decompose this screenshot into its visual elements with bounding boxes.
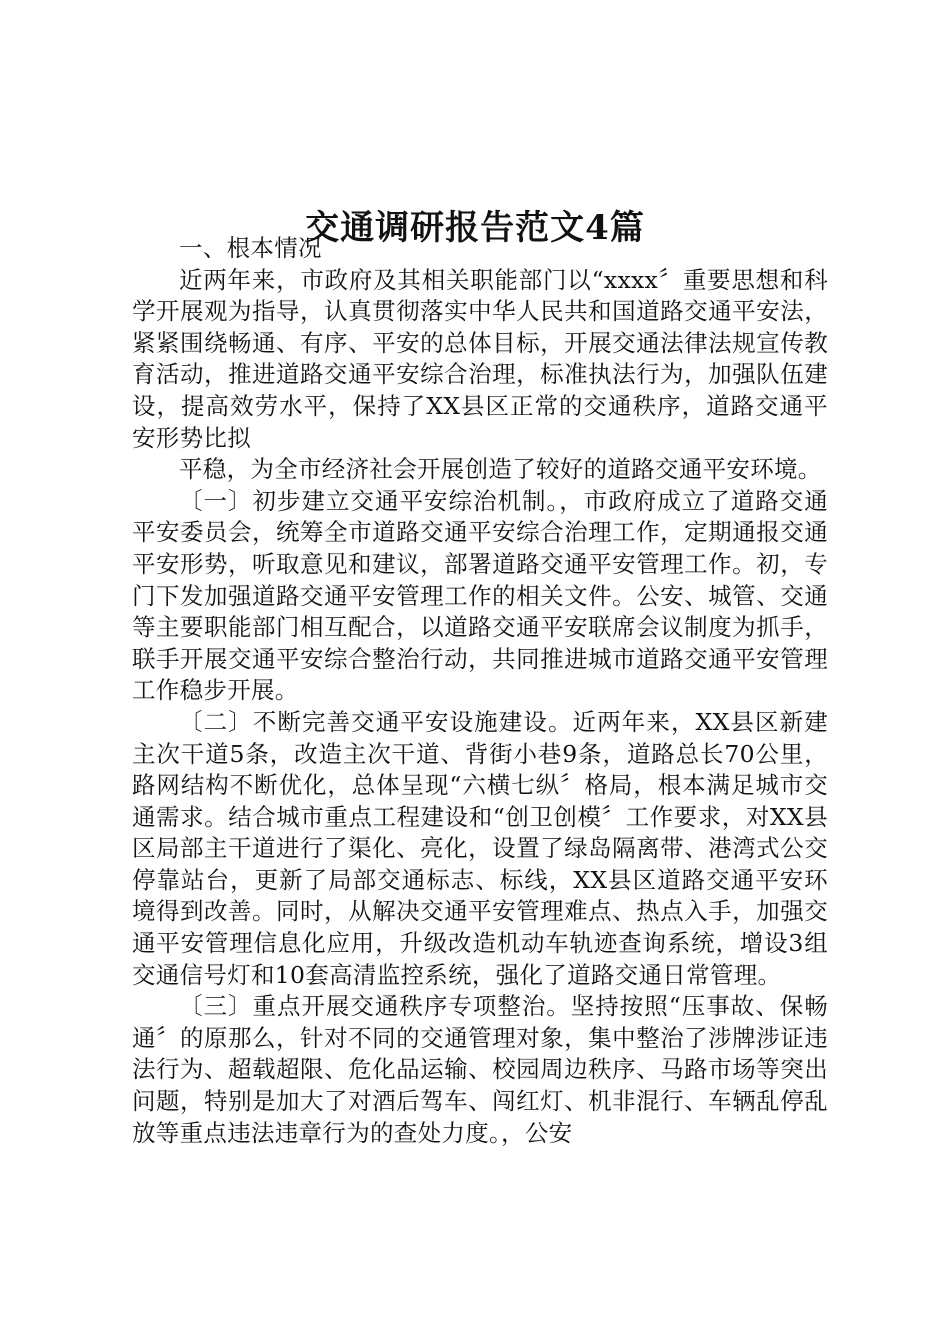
body-paragraph: 平稳，为全市经济社会开展创造了较好的道路交通平安环境。	[179, 455, 822, 484]
section-heading: 一、根本情况	[179, 234, 322, 262]
document-body	[132, 233, 828, 1149]
document-title: 交通调研报告范文4篇	[305, 207, 645, 248]
body-paragraph: 〔三〕重点开展交通秩序专项整治。坚持按照“压事故、保畅通〞的原那么，针对不同的交通管理对象，集中整治了涉牌涉证违法行为、超载超限、危化品运输、校园周边秩序、马路市场等突出问题，特别是加大了对酒后驾车、闯红灯、机非混行、车辆乱停乱放等重点违法违章行为的查处力度。，公安	[132, 992, 828, 1147]
body-paragraph: 近两年来，市政府及其相关职能部门以“xxxx〞重要思想和科学开展观为指导，认真贯彻落实中华人民共和国道路交通平安法，紧紧围绕畅通、有序、平安的总体目标，开展交通法律法规宣传教育活动，推进道路交通平安综合治理，标准执法行为，加强队伍建设，提高效劳水平，保持了XX县区正常的交通秩序，道路交通平安形势比拟	[132, 265, 828, 452]
body-paragraph: 〔一〕初步建立交通平安综治机制。，市政府成立了道路交通平安委员会，统筹全市道路交通平安综合治理工作，定期通报交通平安形势，听取意见和建议，部署道路交通平安管理工作。初，专门下发加强道路交通平安管理工作的相关文件。公安、城管、交通等主要职能部门相互配合，以道路交通平安联席会议制度为抓手，联手开展交通平安综合整治行动，共同推进城市道路交通平安管理工作稳步开展。	[132, 486, 828, 705]
body-paragraph: 〔二〕不断完善交通平安设施建设。近两年来，XX县区新建主次干道5条，改造主次干道、背街小巷9条，道路总长70公里，路网结构不断优化，总体呈现“六横七纵〞格局，根本满足城市交通需求。结合城市重点工程建设和“创卫创模〞工作要求，对XX县区局部主干道进行了渠化、亮化，设置了绿岛隔离带、港湾式公交停靠站台，更新了局部交通标志、标线，XX县区道路交通平安环境得到改善。同时，从解决交通平安管理难点、热点入手，加强交通平安管理信息化应用，升级改造机动车轨迹查询系统，增设3组交通信号灯和10套高清监控系统，强化了道路交通日常管理。	[132, 707, 828, 989]
